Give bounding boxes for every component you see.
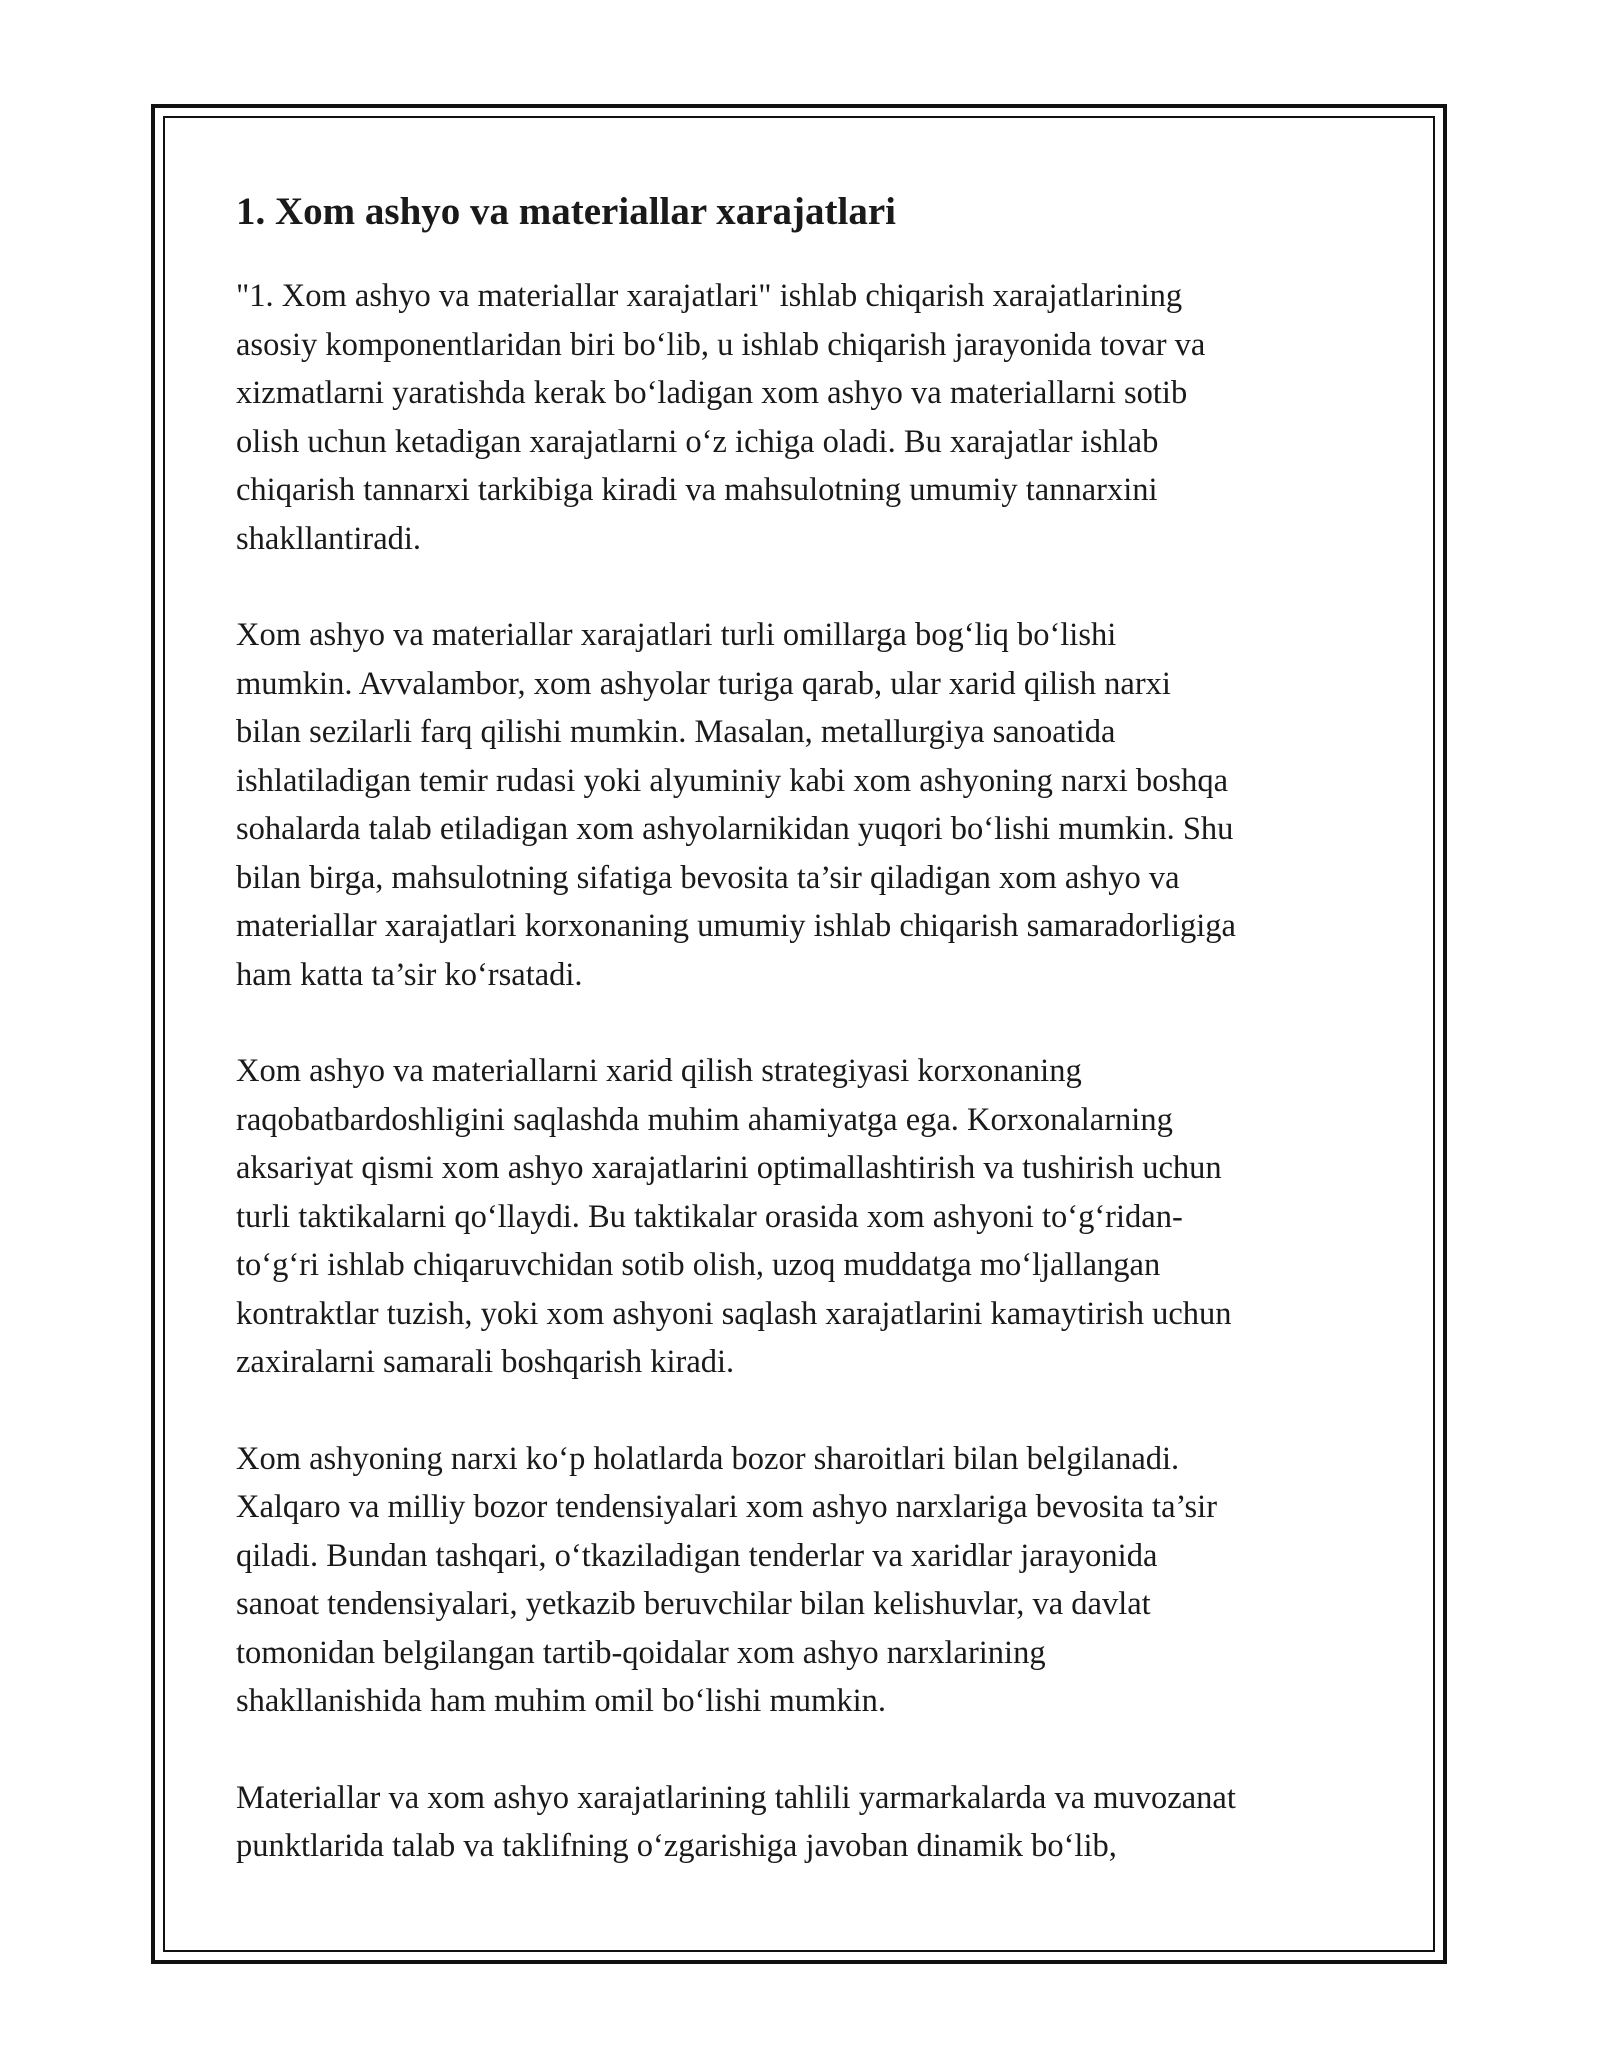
text-line: bilan sezilarli farq qilishi mumkin. Masalan, metallurgiya sanoatida bbox=[236, 714, 1116, 750]
text-line: tomonidan belgilangan tartib-qoidalar xom ashyo narxlarining bbox=[236, 1634, 1046, 1671]
text-line: zaxiralarni samarali boshqarish kiradi. bbox=[236, 1344, 735, 1380]
text-line: xizmatlarni yaratishda kerak bo‘ladigan xom ashyo va materiallarni sotib bbox=[236, 375, 1188, 411]
text-line: turli taktikalarni qo‘llaydi. Bu taktikalar orasida xom ashyoni to‘g‘ridan- bbox=[236, 1198, 1183, 1235]
text-line: olish uchun ketadigan xarajatlarni o‘z ichiga oladi. Bu xarajatlar ishlab bbox=[236, 423, 1159, 460]
text-line: bilan birga, mahsulotning sifatiga bevosita ta’sir qiladigan xom ashyo va bbox=[236, 859, 1180, 896]
text-line: aksariyat qismi xom ashyo xarajatlarini optimallashtirish va tushirish uchun bbox=[236, 1150, 1222, 1186]
text-line: to‘g‘ri ishlab chiqaruvchidan sotib olish, uzoq muddatga mo‘ljallangan bbox=[236, 1247, 1161, 1283]
text-line: Xom ashyoning narxi ko‘p holatlarda bozor sharoitlari bilan belgilanadi. bbox=[236, 1440, 1180, 1477]
text-line: kontraktlar tuzish, yoki xom ashyoni saqlash xarajatlarini kamaytirish uchun bbox=[236, 1295, 1232, 1332]
text-line: Xom ashyo va materiallarni xarid qilish strategiyasi korxonaning bbox=[236, 1053, 1082, 1089]
text-line: shakllanishida ham muhim omil bo‘lishi mumkin. bbox=[236, 1683, 886, 1719]
section-title: 1. Xom ashyo va materiallar xarajatlari bbox=[236, 190, 896, 233]
text-line: shakllantiradi. bbox=[236, 520, 422, 557]
paragraph-2 bbox=[236, 611, 1376, 999]
paragraph-3 bbox=[236, 1047, 1376, 1387]
text-line: sanoat tendensiyalari, yetkazib beruvchilar bilan kelishuvlar, va davlat bbox=[236, 1586, 1151, 1622]
text-line: ishlatiladigan temir rudasi yoki alyuminiy kabi xom ashyoning narxi boshqa bbox=[236, 762, 1228, 799]
text-line: chiqarish tannarxi tarkibiga kiradi va mahsulotning umumiy tannarxini bbox=[236, 472, 1158, 508]
paragraph-4 bbox=[236, 1435, 1376, 1726]
text-line: "1. Xom ashyo va materiallar xarajatlari" ishlab chiqarish xarajatlarining bbox=[236, 278, 1183, 314]
text-line: asosiy komponentlaridan biri bo‘lib, u ishlab chiqarish jarayonida tovar va bbox=[236, 326, 1206, 363]
text-line: punktlarida talab va taklifning o‘zgarishiga javoban dinamik bo‘lib, bbox=[236, 1828, 1117, 1864]
paragraph-1 bbox=[236, 272, 1376, 563]
text-line: Xalqaro va milliy bozor tendensiyalari xom ashyo narxlariga bevosita ta’sir bbox=[236, 1489, 1218, 1525]
text-line: Xom ashyo va materiallar xarajatlari turli omillarga bog‘liq bo‘lishi bbox=[236, 617, 1117, 653]
text-line: qiladi. Bundan tashqari, o‘tkaziladigan tenderlar va xaridlar jarayonida bbox=[236, 1537, 1158, 1574]
text-line: sohalarda talab etiladigan xom ashyolarnikidan yuqori bo‘lishi mumkin. Shu bbox=[236, 811, 1234, 847]
paragraph-5 bbox=[236, 1774, 1376, 1871]
text-line: ham katta ta’sir ko‘rsatadi. bbox=[236, 956, 583, 993]
text-line: mumkin. Avvalambor, xom ashyolar turiga qarab, ular xarid qilish narxi bbox=[236, 665, 1171, 702]
text-line: Materiallar va xom ashyo xarajatlarining tahlili yarmarkalarda va muvozanat bbox=[236, 1779, 1236, 1816]
text-line: raqobatbardoshligini saqlashda muhim ahamiyatga ega. Korxonalarning bbox=[236, 1101, 1173, 1138]
text-line: materiallar xarajatlari korxonaning umumiy ishlab chiqarish samaradorligiga bbox=[236, 908, 1236, 944]
document-body bbox=[236, 186, 1376, 1919]
